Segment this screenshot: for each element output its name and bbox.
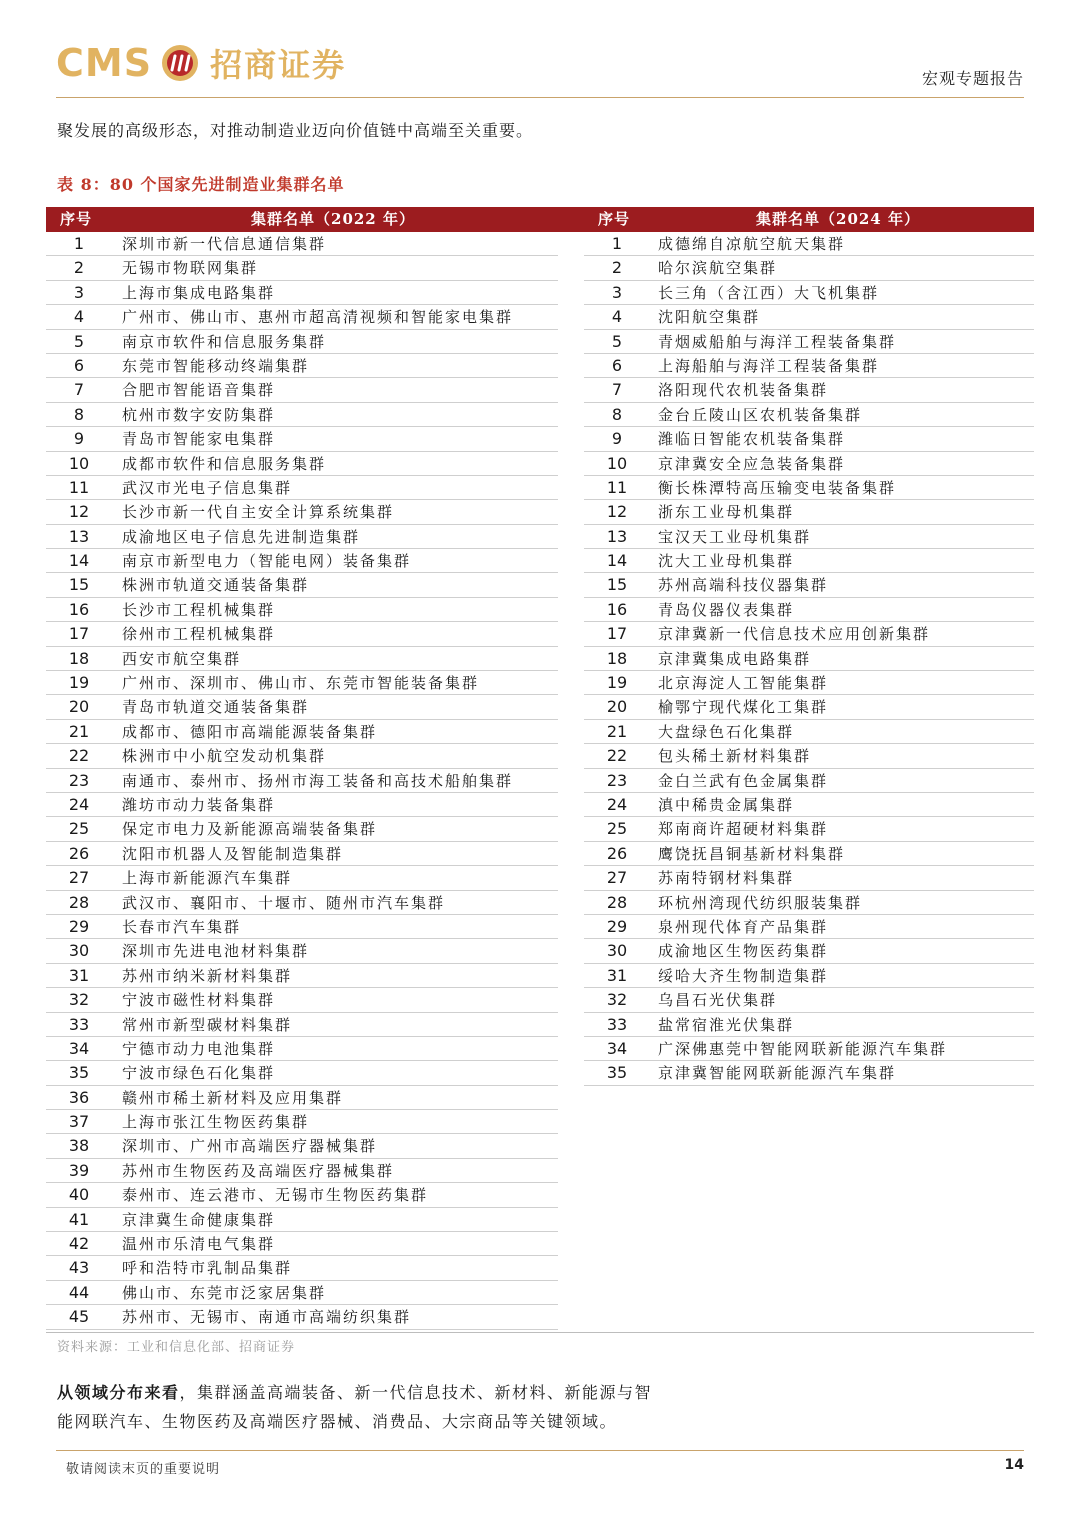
- cluster-name: 长三角（含江西）大飞机集群: [658, 283, 880, 302]
- cluster-name: 成渝地区电子信息先进制造集群: [122, 527, 361, 546]
- row-number: 26: [606, 843, 628, 863]
- row-number: 34: [606, 1038, 628, 1058]
- table-row: [46, 964, 558, 988]
- row-number: 25: [606, 819, 628, 839]
- cluster-name: 东莞市智能移动终端集群: [122, 356, 310, 375]
- row-number: 1: [73, 234, 85, 253]
- table-row: [584, 817, 1034, 841]
- cluster-name: 武汉市光电子信息集群: [122, 478, 293, 497]
- row-number: 35: [68, 1063, 90, 1083]
- paragraph-line-1-rest: ，集群涵盖高端装备、新一代信息技术、新材料、新能源与智: [179, 1383, 653, 1402]
- cluster-name: 西安市航空集群: [122, 649, 242, 668]
- table-row: [46, 1183, 558, 1207]
- table-row: [584, 232, 1034, 256]
- table-row: [584, 281, 1034, 305]
- page-header: [56, 38, 1024, 98]
- table-row: [46, 232, 558, 256]
- table-row: [584, 330, 1034, 354]
- table-row: [584, 305, 1034, 329]
- table-row: [46, 1256, 558, 1280]
- table-row: [46, 915, 558, 939]
- table-row: [584, 988, 1034, 1012]
- row-number: 32: [68, 990, 90, 1010]
- cluster-name: 乌昌石光伏集群: [658, 991, 778, 1010]
- table-row: [46, 1013, 558, 1037]
- table-row: [584, 403, 1034, 427]
- table-row: [584, 647, 1034, 671]
- cluster-name: 上海市集成电路集群: [122, 283, 276, 302]
- row-number: 2: [73, 258, 85, 278]
- table-row: [46, 988, 558, 1012]
- cluster-name: 沈阳航空集群: [658, 308, 761, 327]
- paragraph-bold-lead: 从领域分布来看: [57, 1383, 180, 1402]
- cluster-name: 呼和浩特市乳制品集群: [122, 1259, 293, 1278]
- row-number: 24: [68, 794, 90, 814]
- row-number: 2: [611, 258, 623, 278]
- cluster-name: 赣州市稀土新材料及应用集群: [122, 1088, 344, 1107]
- row-number: 25: [68, 819, 90, 839]
- cluster-name: 宁德市动力电池集群: [122, 1039, 276, 1058]
- cluster-name: 青岛市轨道交通装备集群: [122, 698, 310, 717]
- cluster-name: 金白兰武有色金属集群: [658, 771, 829, 790]
- cluster-name: 鹰饶抚昌铜基新材料集群: [658, 844, 846, 863]
- table-row: [46, 573, 558, 597]
- row-number: 11: [606, 477, 628, 497]
- cluster-name: 徐州市工程机械集群: [122, 625, 276, 644]
- right-header-name: 集群名单（2024 年）: [756, 210, 920, 228]
- table-row: [584, 573, 1034, 597]
- cms-logo: [56, 40, 346, 86]
- cluster-name: 常州市新型碳材料集群: [122, 1015, 293, 1034]
- right-header-num: 序号: [598, 210, 631, 228]
- table-row: [46, 305, 558, 329]
- table-row: [46, 1208, 558, 1232]
- row-number: 21: [606, 721, 628, 741]
- row-number: 15: [68, 575, 90, 595]
- cluster-name: 广州市、深圳市、佛山市、东莞市智能装备集群: [122, 674, 480, 693]
- cluster-name: 京津冀集成电路集群: [658, 649, 812, 668]
- cluster-name: 苏州市、无锡市、南通市高端纺织集群: [122, 1308, 412, 1327]
- table-row: [584, 671, 1034, 695]
- table-caption: 表 8：80 个国家先进制造业集群名单: [57, 175, 345, 194]
- table-row: [46, 817, 558, 841]
- row-number: 27: [606, 868, 628, 888]
- table-row: [584, 964, 1034, 988]
- row-number: 12: [68, 502, 90, 522]
- table-row: [584, 1061, 1034, 1085]
- table-row: [584, 354, 1034, 378]
- row-number: 19: [606, 673, 628, 693]
- cluster-name: 深圳市新一代信息通信集群: [122, 235, 327, 253]
- row-number: 37: [68, 1112, 90, 1132]
- source-divider: [46, 1332, 1034, 1333]
- table-row: [584, 378, 1034, 402]
- cluster-name: 青岛仪器仪表集群: [658, 600, 795, 619]
- row-number: 13: [606, 526, 628, 546]
- table-row: [584, 1037, 1034, 1061]
- row-number: 6: [611, 355, 623, 375]
- row-number: 18: [68, 648, 90, 668]
- table-header-bar: [46, 207, 1034, 232]
- table-row: [46, 1232, 558, 1256]
- cluster-name: 长沙市新一代自主安全计算系统集群: [122, 503, 395, 522]
- row-number: 8: [611, 404, 623, 424]
- row-number: 3: [611, 282, 623, 302]
- footer-note: 敬请阅读末页的重要说明: [66, 1462, 221, 1477]
- cluster-name: 苏州市生物医药及高端医疗器械集群: [122, 1161, 395, 1180]
- cluster-name: 泰州市、连云港市、无锡市生物医药集群: [122, 1186, 429, 1205]
- left-header-num: 序号: [60, 210, 93, 228]
- row-number: 4: [611, 307, 623, 327]
- row-number: 4: [73, 307, 85, 327]
- cluster-name: 绥哈大齐生物制造集群: [658, 966, 829, 985]
- row-number: 26: [68, 843, 90, 863]
- table-row: [584, 915, 1034, 939]
- cluster-name: 洛阳现代农机装备集群: [658, 381, 829, 400]
- table-row: [46, 1281, 558, 1305]
- table-row: [46, 939, 558, 963]
- row-number: 16: [68, 599, 90, 619]
- cluster-name: 沈阳市机器人及智能制造集群: [122, 844, 344, 863]
- table-row: [584, 769, 1034, 793]
- table-row: [46, 1110, 558, 1134]
- cluster-name: 长春市汽车集群: [122, 917, 242, 936]
- table-row: [46, 256, 558, 280]
- table-row: [584, 720, 1034, 744]
- row-number: 31: [68, 965, 90, 985]
- table-row: [46, 403, 558, 427]
- row-number: 39: [68, 1160, 90, 1180]
- table-row: [46, 1037, 558, 1061]
- logo-latin-text: CMS: [56, 41, 153, 85]
- table-row: [46, 891, 558, 915]
- row-number: 22: [68, 746, 90, 766]
- cluster-name: 哈尔滨航空集群: [658, 259, 778, 278]
- table-row: [584, 866, 1034, 890]
- cluster-name: 成渝地区生物医药集群: [658, 942, 829, 961]
- cluster-name: 滇中稀贵金属集群: [658, 795, 795, 814]
- table-row: [584, 500, 1034, 524]
- table-row: [584, 452, 1034, 476]
- cluster-name: 成都市、德阳市高端能源装备集群: [122, 722, 378, 741]
- cluster-name: 无锡市物联网集群: [122, 259, 259, 278]
- table-row: [46, 427, 558, 451]
- table-row: [584, 744, 1034, 768]
- row-number: 14: [606, 551, 628, 571]
- table-row: [584, 695, 1034, 719]
- row-number: 28: [606, 892, 628, 912]
- row-number: 16: [606, 599, 628, 619]
- cluster-name: 青岛市智能家电集群: [122, 430, 276, 449]
- left-table-column: [46, 232, 558, 1330]
- cluster-name: 大盘绿色石化集群: [658, 722, 795, 741]
- table-row: [46, 598, 558, 622]
- row-number: 24: [606, 794, 628, 814]
- table-row: [584, 1013, 1034, 1037]
- row-number: 30: [68, 941, 90, 961]
- cluster-name: 榆鄂宁现代煤化工集群: [658, 698, 829, 717]
- table-row: [46, 647, 558, 671]
- paragraph-line-1: [57, 1380, 652, 1403]
- table-row: [46, 866, 558, 890]
- cluster-name: 盐常宿淮光伏集群: [658, 1015, 795, 1034]
- row-number: 23: [68, 770, 90, 790]
- cluster-name: 环杭州湾现代纺织服装集群: [658, 893, 863, 912]
- row-number: 1: [611, 234, 623, 253]
- cluster-name: 南通市、泰州市、扬州市海工装备和高技术船舶集群: [122, 771, 514, 790]
- report-type-label: 宏观专题报告: [921, 69, 1024, 88]
- cluster-name: 佛山市、东莞市泛家居集群: [122, 1283, 327, 1302]
- cluster-name: 成都市软件和信息服务集群: [122, 454, 327, 473]
- row-number: 32: [606, 990, 628, 1010]
- cluster-name: 沈大工业母机集群: [658, 552, 795, 571]
- row-number: 41: [68, 1209, 90, 1229]
- cluster-name: 上海市新能源汽车集群: [122, 869, 293, 888]
- right-table-column: [584, 232, 1034, 1086]
- cluster-name: 郑南商许超硬材料集群: [658, 820, 829, 839]
- row-number: 33: [68, 1014, 90, 1034]
- row-number: 23: [606, 770, 628, 790]
- row-number: 21: [68, 721, 90, 741]
- row-number: 40: [68, 1185, 90, 1205]
- cluster-name: 包头稀土新材料集群: [658, 747, 812, 766]
- row-number: 29: [606, 916, 628, 936]
- table-row: [46, 720, 558, 744]
- table-row: [46, 1159, 558, 1183]
- cluster-name: 苏南特钢材料集群: [658, 869, 795, 888]
- table-row: [46, 1086, 558, 1110]
- row-number: 35: [606, 1063, 628, 1083]
- row-number: 5: [611, 331, 623, 351]
- table-row: [46, 549, 558, 573]
- cluster-name: 上海船舶与海洋工程装备集群: [658, 356, 880, 375]
- row-number: 3: [73, 282, 85, 302]
- cluster-name: 长沙市工程机械集群: [122, 600, 276, 619]
- table-row: [46, 281, 558, 305]
- table-row: [46, 525, 558, 549]
- cluster-name: 泉州现代体育产品集群: [658, 917, 829, 936]
- table-row: [46, 378, 558, 402]
- footer-divider: [56, 1450, 1024, 1451]
- row-number: 12: [606, 502, 628, 522]
- table-row: [46, 330, 558, 354]
- cluster-name: 京津冀新一代信息技术应用创新集群: [658, 625, 931, 644]
- intro-text: 聚发展的高级形态，对推动制造业迈向价值链中高端至关重要。: [57, 121, 534, 140]
- row-number: 10: [68, 453, 90, 473]
- cluster-name: 株洲市轨道交通装备集群: [122, 576, 310, 595]
- row-number: 9: [611, 429, 623, 449]
- cluster-name: 成德绵自凉航空航天集群: [658, 235, 846, 253]
- logo-chinese-text: 招商证券: [210, 46, 347, 84]
- row-number: 20: [68, 697, 90, 717]
- table-row: [46, 1134, 558, 1158]
- row-number: 44: [68, 1282, 90, 1302]
- cluster-name: 衡长株潭特高压输变电装备集群: [658, 478, 897, 497]
- cluster-name: 广州市、佛山市、惠州市超高清视频和智能家电集群: [122, 308, 514, 327]
- row-number: 28: [68, 892, 90, 912]
- row-number: 31: [606, 965, 628, 985]
- table-row: [584, 891, 1034, 915]
- row-number: 10: [606, 453, 628, 473]
- table-row: [46, 354, 558, 378]
- table-row: [46, 476, 558, 500]
- table-row: [46, 452, 558, 476]
- row-number: 29: [68, 916, 90, 936]
- row-number: 30: [606, 941, 628, 961]
- cluster-name: 上海市张江生物医药集群: [122, 1113, 310, 1132]
- paragraph-line-2: 能网联汽车、生物医药及高端医疗器械、消费品、大宗商品等关键领域。: [57, 1412, 618, 1431]
- row-number: 14: [68, 551, 90, 571]
- cluster-name: 京津冀智能网联新能源汽车集群: [658, 1064, 897, 1083]
- table-row: [584, 525, 1034, 549]
- row-number: 45: [68, 1307, 90, 1327]
- cluster-name: 浙东工业母机集群: [658, 503, 795, 522]
- table-row: [46, 1305, 558, 1329]
- row-number: 13: [68, 526, 90, 546]
- cluster-name: 武汉市、襄阳市、十堰市、随州市汽车集群: [122, 893, 446, 912]
- table-row: [584, 598, 1034, 622]
- cluster-name: 潍临日智能农机装备集群: [658, 430, 846, 449]
- cluster-name: 保定市电力及新能源高端装备集群: [122, 820, 378, 839]
- table-row: [584, 427, 1034, 451]
- cluster-name: 南京市软件和信息服务集群: [122, 332, 327, 351]
- table-row: [584, 939, 1034, 963]
- table-row: [584, 256, 1034, 280]
- row-number: 8: [73, 404, 85, 424]
- table-row: [46, 744, 558, 768]
- table-row: [46, 622, 558, 646]
- row-number: 11: [68, 477, 90, 497]
- cluster-name: 杭州市数字安防集群: [122, 405, 276, 424]
- row-number: 19: [68, 673, 90, 693]
- table-row: [46, 500, 558, 524]
- table-row: [46, 793, 558, 817]
- page-number: 14: [1004, 1457, 1024, 1473]
- table-row: [584, 549, 1034, 573]
- cluster-name: 广深佛惠莞中智能网联新能源汽车集群: [658, 1039, 948, 1058]
- left-header-name: 集群名单（2022 年）: [251, 210, 415, 228]
- row-number: 17: [68, 624, 90, 644]
- row-number: 15: [606, 575, 628, 595]
- row-number: 20: [606, 697, 628, 717]
- row-number: 22: [606, 746, 628, 766]
- table-row: [46, 1061, 558, 1085]
- row-number: 42: [68, 1234, 90, 1254]
- row-number: 7: [611, 380, 623, 400]
- row-number: 6: [73, 355, 85, 375]
- logo-emblem-icon: [160, 43, 200, 83]
- cluster-name: 株洲市中小航空发动机集群: [122, 747, 327, 766]
- table-row: [46, 671, 558, 695]
- cluster-name: 宝汉天工业母机集群: [658, 527, 812, 546]
- row-number: 33: [606, 1014, 628, 1034]
- row-number: 38: [68, 1136, 90, 1156]
- cluster-name: 苏州高端科技仪器集群: [658, 576, 829, 595]
- table-row: [46, 769, 558, 793]
- table-row: [584, 793, 1034, 817]
- cluster-name: 深圳市先进电池材料集群: [122, 942, 310, 961]
- cluster-name: 南京市新型电力（智能电网）装备集群: [122, 552, 412, 571]
- cluster-name: 深圳市、广州市高端医疗器械集群: [122, 1137, 378, 1156]
- row-number: 18: [606, 648, 628, 668]
- table-row: [584, 842, 1034, 866]
- cluster-name: 京津冀安全应急装备集群: [658, 454, 846, 473]
- cluster-name: 北京海淀人工智能集群: [658, 674, 829, 693]
- cluster-name: 合肥市智能语音集群: [122, 381, 276, 400]
- table-row: [46, 842, 558, 866]
- row-number: 9: [73, 429, 85, 449]
- row-number: 34: [68, 1038, 90, 1058]
- cluster-name: 宁波市磁性材料集群: [122, 991, 276, 1010]
- table-row: [46, 695, 558, 719]
- cluster-name: 潍坊市动力装备集群: [122, 795, 276, 814]
- row-number: 36: [68, 1087, 90, 1107]
- cluster-name: 金台丘陵山区农机装备集群: [658, 405, 863, 424]
- cluster-name: 宁波市绿色石化集群: [122, 1064, 276, 1083]
- table-source: 资料来源：工业和信息化部、招商证券: [57, 1340, 296, 1355]
- table-row: [584, 622, 1034, 646]
- cluster-name: 京津冀生命健康集群: [122, 1210, 276, 1229]
- cluster-name: 温州市乐清电气集群: [122, 1235, 276, 1254]
- cluster-name: 苏州市纳米新材料集群: [122, 966, 293, 985]
- row-number: 5: [73, 331, 85, 351]
- cluster-name: 青烟威船舶与海洋工程装备集群: [658, 332, 897, 351]
- row-number: 27: [68, 868, 90, 888]
- table-row: [584, 476, 1034, 500]
- row-number: 7: [73, 380, 85, 400]
- row-number: 17: [606, 624, 628, 644]
- row-number: 43: [68, 1258, 90, 1278]
